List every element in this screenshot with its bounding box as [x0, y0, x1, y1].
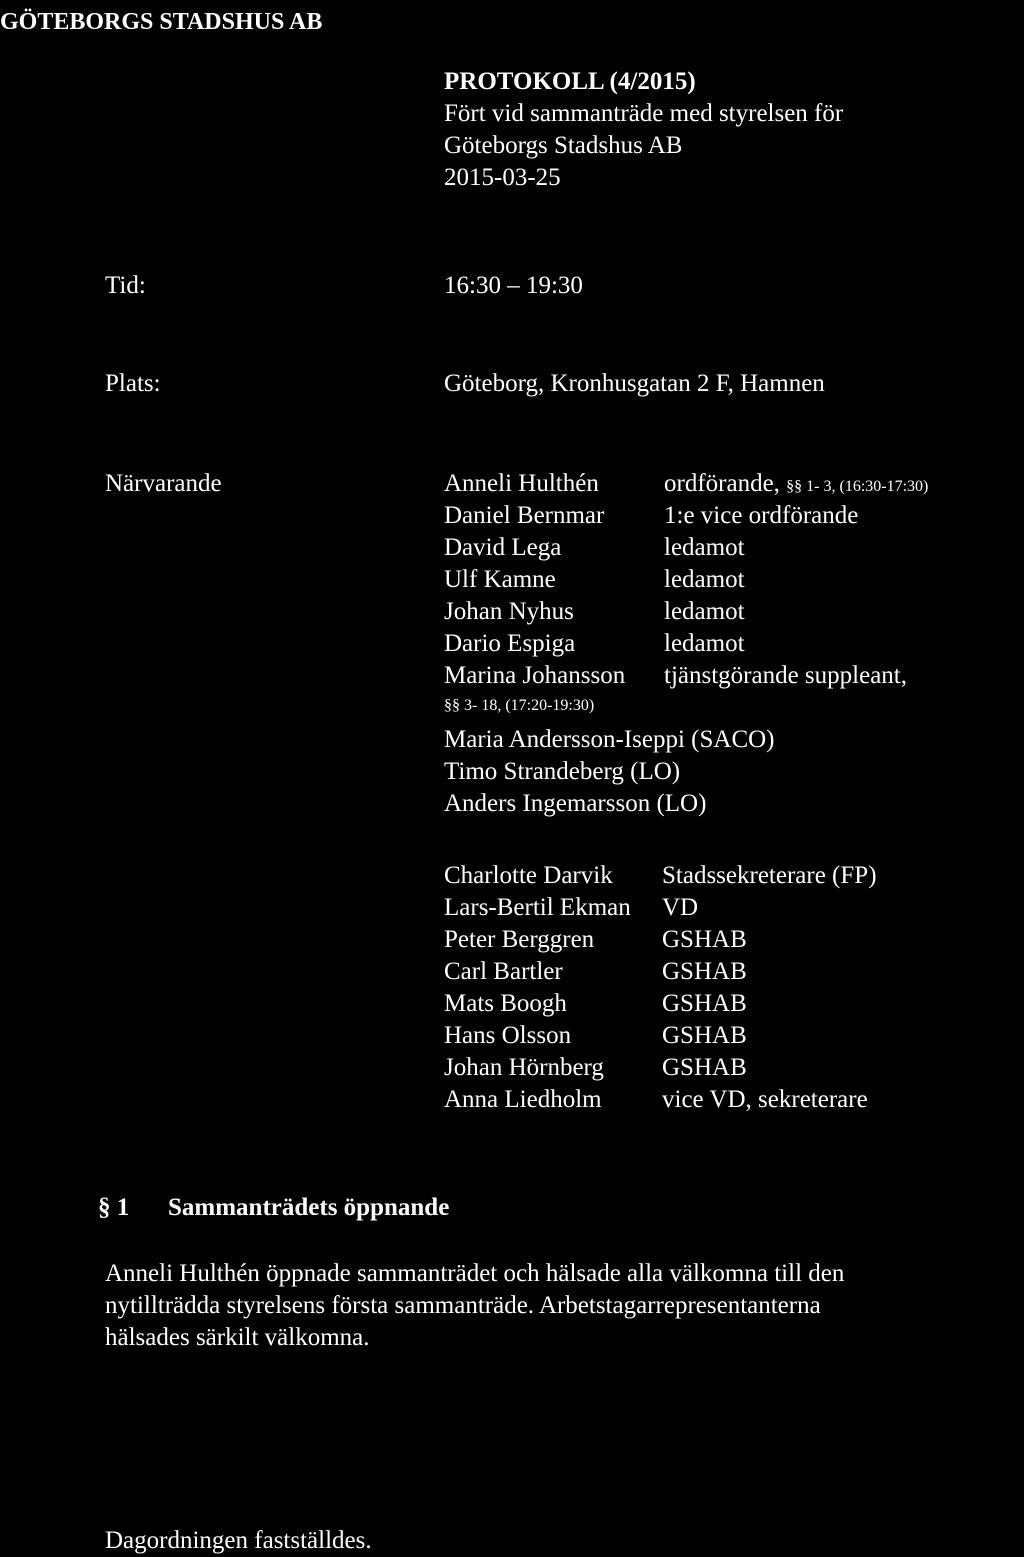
member-name: Anneli Hulthén — [444, 470, 599, 497]
member-role: ledamot — [664, 534, 745, 561]
member-name: David Lega — [444, 534, 562, 561]
member-name: Marina Johansson — [444, 662, 626, 689]
employee-rep: Maria Andersson-Iseppi (SACO) — [444, 726, 775, 753]
protocol-title: PROTOKOLL (4/2015) — [444, 68, 696, 95]
employee-rep: Anders Ingemarsson (LO) — [444, 790, 707, 817]
protocol-subtitle-line1: Fört vid sammanträde med styrelsen för — [444, 100, 844, 127]
member-role: 1:e vice ordförande — [664, 502, 859, 529]
other-role: VD — [662, 894, 699, 921]
protocol-subtitle-line2: Göteborgs Stadshus AB — [444, 132, 683, 159]
member-role: tjänstgörande suppleant, — [664, 662, 907, 689]
other-role: GSHAB — [662, 1054, 747, 1081]
member-role-note: §§ 1- 3, (16:30-17:30) — [786, 478, 929, 495]
member-name: Daniel Bernmar — [444, 502, 605, 529]
member-role: ledamot — [664, 598, 745, 625]
other-name: Peter Berggren — [444, 926, 595, 953]
employee-rep: Timo Strandeberg (LO) — [444, 758, 681, 785]
section-body — [105, 1258, 1005, 1354]
present-label: Närvarande — [105, 470, 222, 497]
other-role: GSHAB — [662, 958, 747, 985]
marina-attendance-note: §§ 3- 18, (17:20-19:30) — [444, 697, 595, 714]
member-role: ledamot — [664, 566, 745, 593]
time-label: Tid: — [105, 272, 146, 299]
other-role: vice VD, sekreterare — [662, 1086, 868, 1113]
member-name: Johan Nyhus — [444, 598, 574, 625]
other-role: GSHAB — [662, 990, 747, 1017]
member-name: Dario Espiga — [444, 630, 576, 657]
other-name: Johan Hörnberg — [444, 1054, 604, 1081]
agenda-statement: Dagordningen fastställdes. — [105, 1527, 372, 1554]
other-name: Lars-Bertil Ekman — [444, 894, 631, 921]
section-number: § 1 — [98, 1194, 130, 1221]
other-role: GSHAB — [662, 926, 747, 953]
member-role: ledamot — [664, 630, 745, 657]
section-title: Sammanträdets öppnande — [168, 1194, 450, 1221]
place-value: Göteborg, Kronhusgatan 2 F, Hamnen — [444, 370, 825, 397]
member-name: Ulf Kamne — [444, 566, 556, 593]
section-body-line: nytillträdda styrelsens första sammanträde. Arbetstagarrepresentanterna — [105, 1292, 821, 1319]
other-name: Hans Olsson — [444, 1022, 572, 1049]
section-body-line: hälsades särkilt välkomna. — [105, 1324, 370, 1351]
protocol-date: 2015-03-25 — [444, 164, 561, 191]
place-label: Plats: — [105, 370, 161, 397]
other-role: Stadssekreterare (FP) — [662, 862, 877, 889]
section-body-line: Anneli Hulthén öppnade sammanträdet och hälsade alla välkomna till den — [105, 1260, 845, 1287]
other-name: Charlotte Darvik — [444, 862, 613, 889]
time-value: 16:30 – 19:30 — [444, 272, 583, 299]
member-role-text: ordförande, — [664, 470, 787, 497]
company-name: GÖTEBORGS STADSHUS AB — [0, 9, 323, 35]
other-name: Mats Boogh — [444, 990, 567, 1017]
other-role: GSHAB — [662, 1022, 747, 1049]
other-name: Anna Liedholm — [444, 1086, 602, 1113]
other-name: Carl Bartler — [444, 958, 563, 985]
protocol-header — [444, 66, 843, 194]
section-heading — [98, 1192, 449, 1224]
member-role — [664, 468, 928, 503]
